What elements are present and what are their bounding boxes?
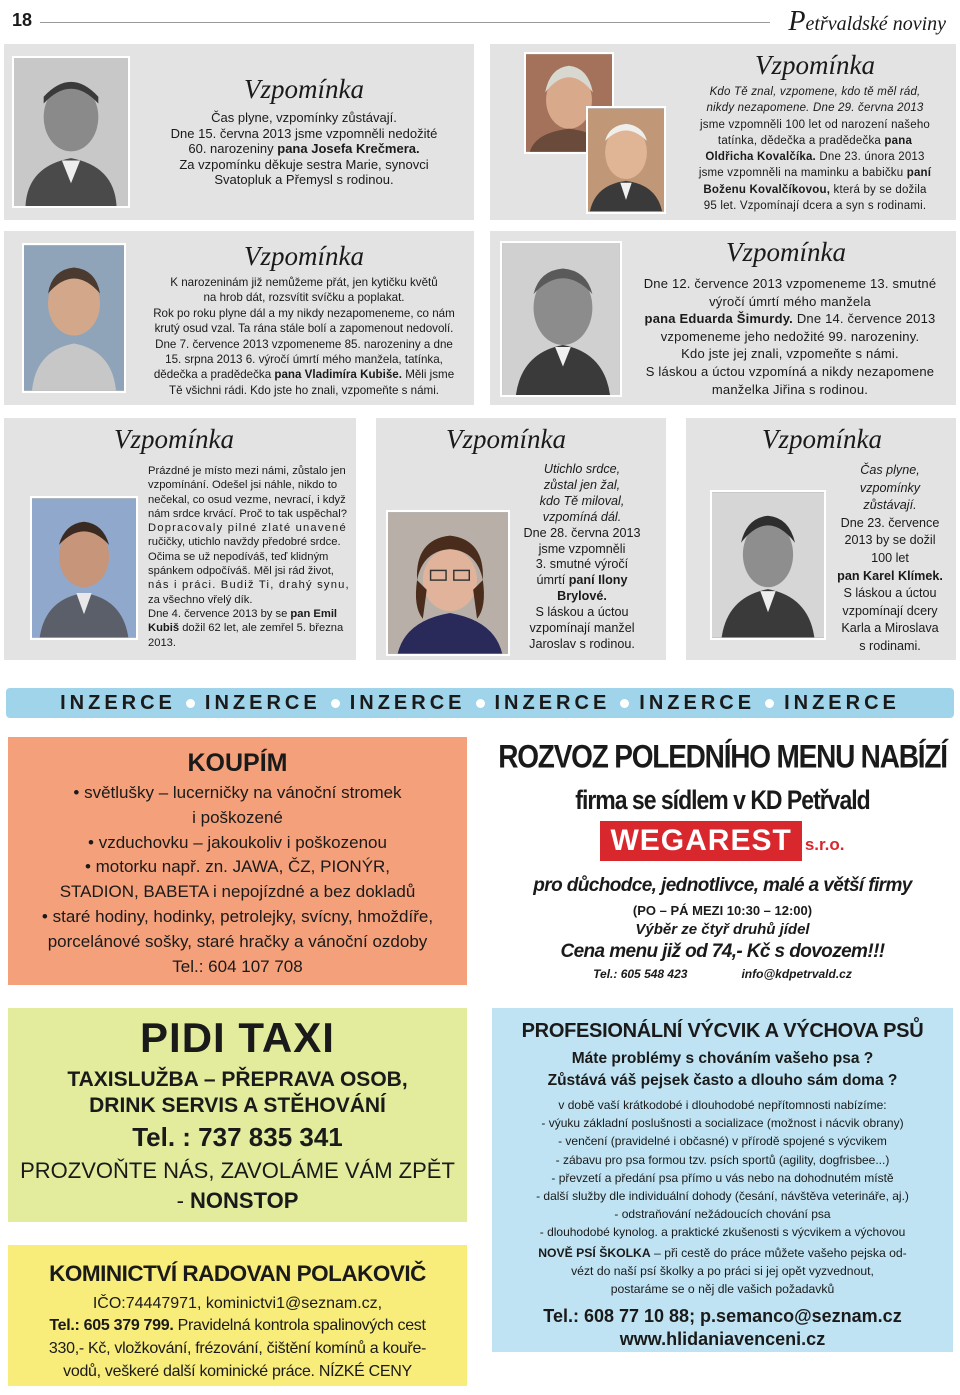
memorial-7	[686, 418, 956, 660]
inzerce-label: INZERCE	[349, 691, 466, 714]
text-line: Tě všichni rádi. Kdo jste ho znali, vzpomeňte s námi.	[168, 383, 439, 397]
text-span: která by se dožila	[833, 183, 927, 196]
name-bold: Boženu Kovalčíkovou,	[703, 183, 831, 196]
text-line: • světlušky – lucerničky na vánoční stromek	[73, 783, 402, 802]
text-line: jsme vzpomněli	[538, 541, 626, 556]
name-bold: pan Emil	[290, 607, 338, 620]
text-line: Dne 12. července 2013 vzpomeneme 13. smutné	[643, 276, 937, 291]
text-line: vzpomínají manžel	[529, 621, 635, 636]
logo-text: WEGAREST	[600, 821, 801, 861]
name-bold: pana	[884, 134, 913, 147]
text-line	[502, 589, 662, 605]
inzerce-banner	[6, 688, 954, 718]
memorial-text	[144, 275, 464, 398]
text-line: Jaroslav s rodinou.	[529, 636, 635, 651]
text-line: Svatopluk a Přemysl s rodinou.	[214, 172, 394, 187]
text-span: – při cestě do práce můžete vašeho pejska od-	[654, 1246, 907, 1260]
inzerce-label: INZERCE	[784, 691, 900, 714]
ad-title: PIDI TAXI	[140, 1014, 335, 1061]
ad-text	[8, 781, 467, 979]
ad-subline: firma se sídlem v KD Petřvald	[575, 784, 870, 815]
text-line: - zábavu pro psa formou tzv. psích sportů (agility, dogfrisbee...)	[555, 1152, 890, 1167]
ad-question: Máte problémy s chováním vašeho psa ?	[571, 1050, 874, 1067]
ad-text: IČO:74447971, kominictvi1@seznam.cz,	[92, 1295, 383, 1312]
name-bold: paní	[906, 167, 932, 180]
text-line	[680, 133, 950, 149]
ad-website: www.hlidaniavenceni.cz	[619, 1329, 826, 1349]
text-line: nám srdce krvácí. Proč to tak uspěchal?	[148, 507, 347, 520]
text-line: 3. smutné výročí	[535, 557, 629, 572]
text-line: vzpomínání. Odešel jsi náhle, nikdo to	[148, 479, 338, 492]
text-line: pan Karel Klímek.	[837, 568, 943, 583]
header-rule	[40, 22, 770, 23]
text-line: S láskou a úctou	[535, 605, 629, 620]
memorial-text	[144, 110, 464, 188]
text-line: S láskou a úctou vzpomíná a nikdy nezapomene	[645, 363, 935, 379]
text-line: zůstávají.	[863, 498, 917, 513]
name-bold: pana Vladimíra Kubiše.	[274, 368, 402, 382]
text-line: 2013.	[148, 636, 176, 649]
text-line: krutý osud vzal. Ta rána stále bolí a zapomenout nedovolí.	[154, 322, 454, 336]
text-line: • vzduchovku – jakoukoliv i poškozenou	[88, 832, 387, 852]
text-span: Měli jsme	[405, 368, 455, 382]
memorial-1	[4, 44, 474, 220]
ad-text: Výběr ze čtyř druhů jídel	[635, 921, 810, 938]
text-span: úmrtí	[536, 573, 566, 588]
text-line: jsme vzpomněli 100 let od narození našeho	[699, 118, 931, 131]
text-line: manželka Jiřina s rodinou.	[711, 381, 869, 397]
ad-contact	[492, 967, 953, 981]
text-line: 95 let. Vzpomínají dcera a syn s rodinami.	[703, 200, 927, 213]
text-span: Dne 14. července 2013	[796, 311, 936, 327]
newspaper-title	[788, 6, 946, 38]
ad-text: Cena menu již od 74,- Kč s dovozem!!!	[560, 941, 885, 962]
text-line: - výuku základní poslušnosti a socializace (možnost i nácvik obrany)	[541, 1116, 904, 1131]
text-line: postaráme se o něj dle vašich požadavků	[610, 1282, 835, 1296]
school-label: NOVĚ PSÍ ŠKOLKA	[538, 1246, 651, 1260]
dot-icon	[186, 699, 195, 708]
text-line: Kdo jste jej znali, vzpomeňte s námi.	[681, 346, 899, 362]
text-line: - převzetí a předání psa přímo u vás nebo na dohodnutém místě	[551, 1170, 894, 1185]
text-line: vzpomeneme jeho nedožité 99. narozeniny.	[660, 328, 920, 344]
memorial-text	[680, 84, 950, 214]
memorial-text	[502, 462, 662, 653]
ad-text	[492, 1096, 953, 1242]
text-line: Dne 15. června 2013 jsme vzpomněli nedožité	[170, 125, 438, 141]
text-line	[630, 310, 950, 328]
text-span: Dne 4. července 2013 by se	[148, 607, 288, 620]
name-bold: Brylové.	[557, 589, 607, 604]
text-line: porcelánové sošky, staré hračky a vánoční ozdoby	[47, 931, 428, 951]
ad-koupim	[6, 735, 469, 987]
text-line: - dlouhodobé kynolog. a praktické zkušenosti s výcvikem a výchovou	[539, 1225, 906, 1240]
text-line: Prázdné je místo mezi námi, zůstalo jen	[148, 465, 346, 477]
text-line: nečekal, co osud vezme, nevrací, i když	[148, 493, 346, 506]
name-bold: Kubiš	[148, 622, 180, 635]
text-line: Dne 28. června 2013	[523, 525, 641, 540]
name-bold: Oldřicha Kovalčíka.	[705, 151, 816, 164]
dot-icon	[331, 699, 340, 708]
name-bold: pana Josefa Krečmera.	[277, 141, 420, 156]
text-line: Dne 23. července	[840, 515, 940, 530]
ad-kominictvi	[6, 1243, 469, 1388]
inzerce-label: INZERCE	[60, 691, 176, 714]
text-line: nás i práci. Budiž Ti, drahý synu,	[148, 579, 350, 592]
ad-text: TAXISLUŽBA – PŘEPRAVA OSOB,	[67, 1068, 408, 1091]
ad-headline: ROZVOZ POLEDNÍHO MENU NABÍZÍ	[498, 738, 947, 775]
text-line: Za vzpomínku děkuje sestra Marie, synovci	[179, 156, 429, 172]
text-line: Rok po roku plyne dál a my nikdy nezapomeneme, co nám	[153, 306, 455, 320]
inzerce-label: INZERCE	[639, 691, 756, 714]
text-line: zůstal jen žal,	[543, 477, 621, 492]
title-rest: etřvaldské noviny	[805, 13, 946, 35]
text-line: Dopracovaly pilné zlaté unavené	[148, 522, 347, 535]
text-span: Pravidelná kontrola spalinových cest	[173, 1317, 426, 1334]
page-number: 18	[12, 10, 33, 30]
title-initial: P	[788, 6, 806, 37]
memorial-title: Vzpomínka	[726, 237, 846, 267]
text-span: jsme vzpomněli na maminku a babičku	[698, 167, 904, 180]
portrait-photo-man	[586, 106, 666, 214]
text-line: 15. srpna 2013 6. výročí úmrtí mého manžela, tatínka,	[165, 353, 443, 367]
text-line: na hrob dát, rozsvítit svíčku a poplakat.	[203, 291, 405, 305]
dot-icon	[765, 699, 774, 708]
email: info@kdpetrvald.cz	[741, 967, 852, 981]
text-line: vzpomíná dál.	[542, 509, 622, 524]
text-line: Očima se už nepodíváš, teď klidným	[148, 550, 329, 563]
ad-text	[8, 1317, 467, 1335]
dot-icon	[620, 699, 629, 708]
text-span: Dne 23. února 2013	[819, 151, 925, 164]
text-span: 60. narozeniny	[188, 141, 274, 156]
ad-text: 330,- Kč, vložkování, frézování, čištění komínů a kouře-	[48, 1340, 427, 1357]
ad-pidi-taxi	[6, 1006, 469, 1224]
memorial-6	[376, 418, 666, 660]
memorial-title: Vzpomínka	[114, 424, 234, 454]
text-line: vézt do naší psí školky a po práci si jej opět vyzvednout,	[571, 1264, 874, 1278]
portrait-photo	[30, 496, 138, 640]
ad-phone: Tel. : 737 835 341	[132, 1122, 343, 1152]
memorial-4	[490, 231, 956, 405]
text-line: Dne 7. července 2013 vzpomeneme 85. narozeniny a dne	[155, 337, 453, 351]
memorial-text	[820, 462, 960, 656]
text-line	[144, 367, 464, 382]
text-span: dožil 62 let, ale zemřel 5. března	[182, 622, 344, 635]
ad-nonstop	[8, 1188, 467, 1214]
name-bold: pana Eduarda Šimurdy.	[644, 311, 793, 327]
text-line: výročí úmrtí mého manžela	[709, 293, 871, 309]
memorial-title: Vzpomínka	[244, 241, 364, 271]
text-line: • staré hodiny, hodinky, petrolejky, svícny, hmoždíře,	[41, 906, 434, 926]
text-line: ručičky, utichlo navždy předobré srdce.	[148, 536, 341, 549]
name-bold: paní Ilony	[568, 573, 628, 588]
ad-text: PROZVOŇTE NÁS, ZAVOLÁME VÁM ZPĚT	[20, 1158, 455, 1183]
text-line: s rodinami.	[859, 638, 921, 653]
text-line	[144, 141, 464, 157]
text-line: 2013 by se dožil	[844, 533, 936, 548]
text-line: vzpomínají dcery	[842, 603, 938, 618]
text-line: i poškozené	[192, 807, 283, 827]
text-line: - venčení (pravidelné i občasné) v přírodě spojené s výcvikem	[558, 1134, 887, 1149]
text-line	[680, 149, 950, 165]
memorial-title: Vzpomínka	[446, 424, 566, 454]
text-line	[148, 607, 350, 621]
portrait-photo	[12, 56, 130, 208]
ad-title: KOUPÍM	[187, 749, 288, 777]
phone-bold: Tel.: 605 379 799.	[49, 1317, 174, 1334]
ad-title: KOMINICTVÍ RADOVAN POLAKOVIČ	[49, 1261, 426, 1286]
text-line: Čas plyne, vzpomínky zůstávají.	[211, 110, 397, 125]
wegarest-logo	[492, 821, 953, 861]
portrait-photo	[710, 490, 826, 640]
ad-text: (PO – PÁ MEZI 10:30 – 12:00)	[632, 903, 813, 918]
text-line: za všechno vřelý dík.	[148, 593, 253, 606]
memorial-2	[490, 44, 956, 220]
text-line	[492, 1244, 953, 1262]
ad-title: PROFESIONÁLNÍ VÝCVIK A VÝCHOVA PSŮ	[521, 1020, 924, 1042]
phone: Tel.: 605 548 423	[593, 967, 688, 981]
ad-text: vodů, veškeré další kominické práce. NÍZKÉ CENY	[63, 1363, 412, 1380]
text-line: STADION, BABETA i nepojízdné a bez dokladů	[59, 882, 416, 902]
text-line: v době vaší krátkodobé i dlouhodobé nepřítomnosti nabízíme:	[558, 1098, 887, 1112]
memorial-text	[630, 275, 950, 398]
text-line: Čas plyne,	[860, 463, 920, 477]
text-line: - další služby dle individuální dohody (česání, návštěva veterináře, aj.)	[536, 1189, 909, 1204]
text-line: Karla a Miroslava	[841, 621, 939, 636]
text-line: 100 let	[871, 550, 909, 565]
ad-school	[492, 1244, 953, 1298]
text-span: dědečka a pradědečka	[153, 368, 272, 382]
text-line: Tel.: 604 107 708	[172, 956, 303, 976]
text-line: - odstraňování nežádoucích chování psa	[614, 1207, 831, 1222]
text-line	[680, 182, 950, 198]
ad-text: pro důchodce, jednotlivce, malé a větší firmy	[533, 875, 912, 896]
portrait-photo	[500, 241, 622, 397]
logo-suffix: s.r.o.	[804, 835, 845, 854]
portrait-photo	[22, 243, 126, 393]
memorial-5	[4, 418, 356, 660]
text-line	[148, 621, 350, 635]
text-line: Kdo Tě znal, vzpomene, kdo tě měl rád,	[709, 86, 921, 98]
text-line: kdo Tě miloval,	[539, 493, 625, 508]
text-line: K narozeninám již nemůžeme přát, jen kytičku květů	[170, 276, 438, 289]
text-line: vzpomínky	[859, 480, 921, 495]
memorial-title: Vzpomínka	[244, 74, 364, 104]
memorial-title: Vzpomínka	[762, 424, 882, 454]
text-line: • motorku např. zn. JAWA, ČZ, PIONÝR,	[84, 857, 391, 877]
ad-text: DRINK SERVIS A STĚHOVÁNÍ	[89, 1094, 386, 1117]
inzerce-label: INZERCE	[204, 691, 321, 714]
memorial-3	[4, 231, 474, 405]
text-line: nikdy nezapomene. Dne 29. června 2013	[706, 102, 924, 115]
text-line: Utichlo srdce,	[543, 462, 621, 476]
memorial-title: Vzpomínka	[755, 50, 875, 80]
dot-icon	[476, 699, 485, 708]
ad-dog-training	[490, 1006, 955, 1354]
memorial-text	[148, 464, 350, 650]
text-span: -	[176, 1188, 191, 1213]
nonstop-bold: NONSTOP	[190, 1188, 299, 1213]
ad-question: Zůstává váš pejsek často a dlouho sám doma ?	[547, 1072, 898, 1089]
portrait-photo-woman	[386, 510, 510, 656]
text-line: spánkem odpočíváš. Měl jsi rád život,	[148, 565, 334, 578]
ad-wegarest	[490, 735, 955, 987]
text-line	[502, 573, 662, 589]
inzerce-label: INZERCE	[494, 691, 611, 714]
ad-contact: Tel.: 608 77 10 88; p.semanco@seznam.cz	[543, 1306, 902, 1326]
text-span: tatínka, dědečka a pradědečka	[717, 134, 881, 147]
text-line	[680, 165, 950, 181]
text-line: S láskou a úctou	[843, 586, 937, 601]
